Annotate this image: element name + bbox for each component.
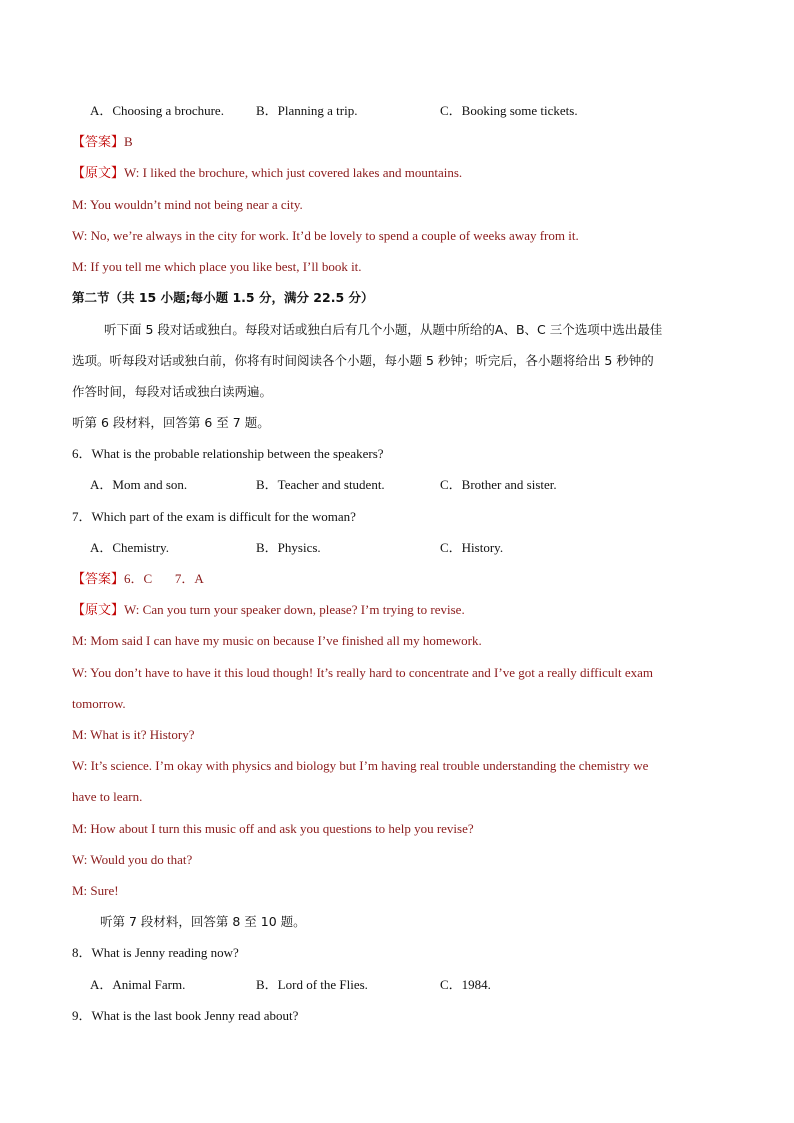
section2-instructions-3: 作答时间，每段对话或独白读两遍。 bbox=[72, 384, 273, 399]
answer-tag: 【答案】 bbox=[72, 134, 125, 149]
passage6-script-line-8: M: How about I turn this music off and ask you questions to help you revise? bbox=[72, 821, 474, 836]
script-text: W: I liked the brochure, which just covered lakes and mountains. bbox=[124, 165, 463, 180]
passage6-script-line-5: M: What is it? History? bbox=[72, 727, 195, 742]
passage6-script-line-2: M: Mom said I can have my music on because I’ve finished all my homework. bbox=[72, 633, 482, 648]
passage6-script-line-6: W: It’s science. I’m okay with physics and biology but I’m having real trouble understanding the chemistry we bbox=[72, 758, 649, 773]
q5-script-line-4: M: If you tell me which place you like best, I’ll book it. bbox=[72, 259, 362, 274]
q6-option-c: C．Brother and sister. bbox=[440, 477, 557, 492]
q6-option-a: A．Mom and son. bbox=[90, 477, 188, 492]
section2-instructions-1: 听下面 5 段对话或独白。每段对话或独白后有几个小题，从题中所给的A、B、C 三个选项中选出最佳 bbox=[104, 322, 663, 337]
q5-option-a: A．Choosing a brochure. bbox=[90, 103, 224, 118]
passage6-answer bbox=[72, 571, 204, 587]
passage6-script-line-1 bbox=[72, 602, 465, 618]
q7-option-b: B．Physics. bbox=[256, 540, 321, 555]
question-8: 8．What is Jenny reading now? bbox=[72, 945, 239, 960]
question-9: 9．What is the last book Jenny read about? bbox=[72, 1008, 299, 1023]
q8-option-b: B．Lord of the Flies. bbox=[256, 977, 368, 992]
passage6-script-line-9: W: Would you do that? bbox=[72, 852, 193, 867]
script-tag: 【原文】 bbox=[72, 165, 125, 180]
q5-option-c: C．Booking some tickets. bbox=[440, 103, 578, 118]
passage6-intro: 听第 6 段材料，回答第 6 至 7 题。 bbox=[72, 415, 270, 430]
q7-option-c: C．History. bbox=[440, 540, 504, 555]
answer-value: B bbox=[124, 134, 133, 149]
section2-heading: 第二节（共 15 小题;每小题 1.5 分，满分 22.5 分） bbox=[72, 290, 374, 305]
q8-option-c: C．1984. bbox=[440, 977, 491, 992]
q5-script-line-2: M: You wouldn’t mind not being near a city. bbox=[72, 197, 303, 212]
q6-option-b: B．Teacher and student. bbox=[256, 477, 385, 492]
q5-script-line-1 bbox=[72, 165, 462, 181]
passage6-script-line-7: have to learn. bbox=[72, 789, 143, 804]
question-7: 7．Which part of the exam is difficult for the woman? bbox=[72, 509, 356, 524]
q8-option-a: A．Animal Farm. bbox=[90, 977, 186, 992]
passage6-script-line-4: tomorrow. bbox=[72, 696, 126, 711]
q7-option-a: A．Chemistry. bbox=[90, 540, 169, 555]
passage6-script-line-10: M: Sure! bbox=[72, 883, 119, 898]
q5-script-line-3: W: No, we’re always in the city for work. It’d be lovely to spend a couple of weeks away from it. bbox=[72, 228, 579, 243]
question-6: 6．What is the probable relationship between the speakers? bbox=[72, 446, 384, 461]
script-text: W: Can you turn your speaker down, please? I’m trying to revise. bbox=[124, 602, 465, 617]
script-tag: 【原文】 bbox=[72, 602, 125, 617]
passage7-intro: 听第 7 段材料，回答第 8 至 10 题。 bbox=[100, 914, 306, 929]
answer-value: 6．C 7．A bbox=[124, 571, 204, 586]
answer-tag: 【答案】 bbox=[72, 571, 125, 586]
passage6-script-line-3: W: You don’t have to have it this loud though! It’s really hard to concentrate and I’ve got a really difficult exam bbox=[72, 665, 653, 680]
q5-answer bbox=[72, 134, 133, 150]
q5-option-b: B．Planning a trip. bbox=[256, 103, 358, 118]
section2-instructions-2: 选项。听每段对话或独白前，你将有时间阅读各个小题，每小题 5 秒钟；听完后，各小题将给出 5 秒钟的 bbox=[72, 353, 654, 368]
